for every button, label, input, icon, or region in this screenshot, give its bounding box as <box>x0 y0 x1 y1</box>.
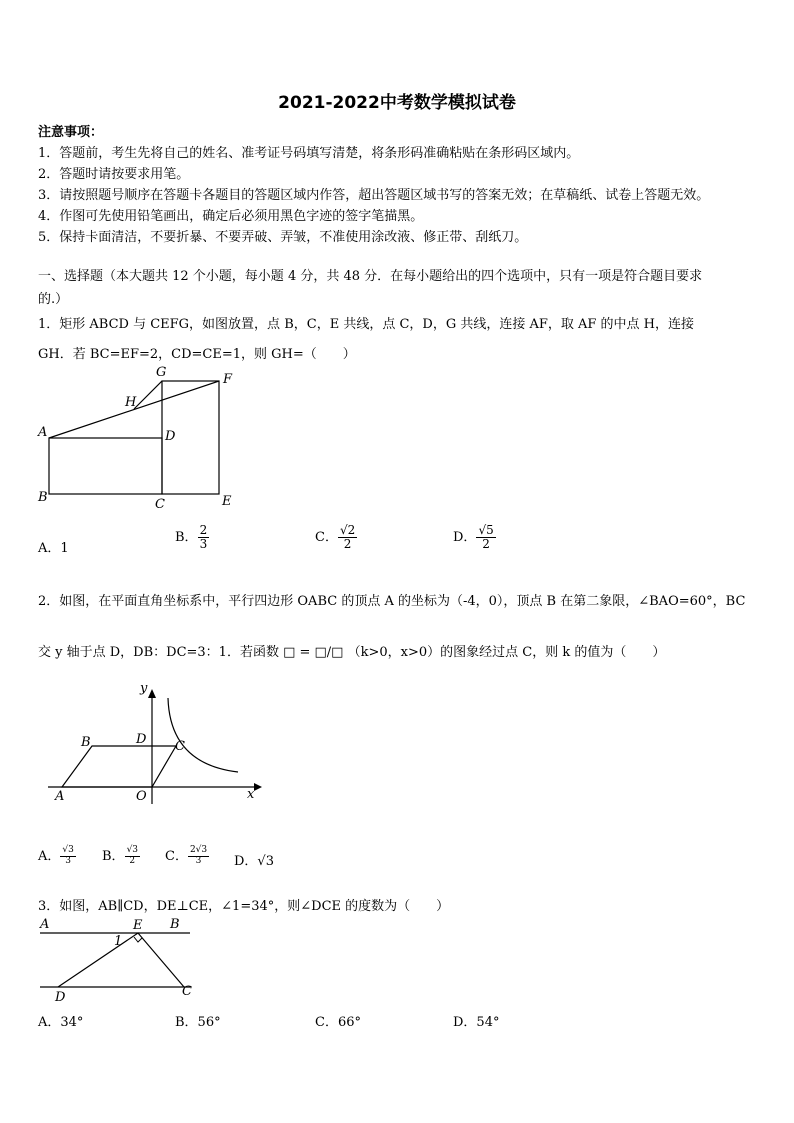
q3-option-c: C．66° <box>315 1015 361 1030</box>
label-f: F <box>223 372 233 387</box>
y-axis-arrow <box>148 689 156 698</box>
label-b: B <box>38 490 48 505</box>
q3-option-b: B．56° <box>175 1015 221 1030</box>
label-c: C <box>182 984 192 999</box>
q3-figure <box>34 913 199 1005</box>
q3-option-a: A．34° <box>38 1015 84 1030</box>
q1-option-a: A．1 <box>38 541 69 556</box>
q2-option-c: C． $\frac{2√3}{3}$ <box>165 845 208 866</box>
parallelogram-oabc <box>62 746 176 787</box>
q1-option-c: C． $\frac{√2}{2}$ <box>315 523 356 552</box>
label-a: A <box>40 917 50 932</box>
section-heading-cont: 的.） <box>38 292 69 307</box>
label-a: A <box>55 789 65 804</box>
q1-option-b: B． $\frac{2}{3}$ <box>175 523 208 552</box>
q1-figure <box>34 362 244 512</box>
label-o: O <box>136 789 147 804</box>
q2-figure <box>40 676 270 808</box>
hyperbola-curve <box>168 698 238 772</box>
notice-item: 3．请按照题号顺序在答题卡各题目的答题区域内作答，超出答题区域书写的答案无效；在草稿纸、试卷上答题无效。 <box>38 188 710 203</box>
label-d: D <box>136 732 147 747</box>
label-a: A <box>38 425 48 440</box>
right-angle-mark <box>134 937 142 942</box>
q1-option-d: D． $\frac{√5}{2}$ <box>453 523 494 552</box>
q3-option-d: D．54° <box>453 1015 500 1030</box>
label-d: D <box>165 429 176 444</box>
label-b: B <box>170 917 180 932</box>
q2-option-d: D．√3 <box>234 854 274 869</box>
q2-option-a: A． $\frac{√3}{3}$ <box>38 845 74 866</box>
notice-item: 5．保持卡面清洁，不要折暴、不要弄破、弄皱，不准使用涂改液、修正带、刮纸刀。 <box>38 230 528 245</box>
notice-heading: 注意事项： <box>38 125 104 140</box>
label-h: H <box>125 395 137 410</box>
notice-item: 1．答题前，考生先将自己的姓名、准考证号码填写清楚，将条形码准确粘贴在条形码区域内。 <box>38 146 580 161</box>
page-title: 2021-2022中考数学模拟试卷 <box>278 93 516 113</box>
q2-option-b: B． $\frac{√3}{2}$ <box>102 845 139 866</box>
label-c: C <box>175 739 185 754</box>
x-axis-arrow <box>254 783 262 791</box>
notice-item: 2．答题时请按要求用笔。 <box>38 167 190 182</box>
q1-stem: 1．矩形 ABCD 与 CEFG，如图放置，点 B，C，E 共线，点 C，D，G 共线，连接 AF，取 AF 的中点 H，连接 <box>38 317 695 332</box>
label-b: B <box>81 735 91 750</box>
label-c: C <box>155 497 165 512</box>
label-e: E <box>222 494 232 509</box>
notice-item: 4．作图可先使用铅笔画出，确定后必须用黑色字迹的签字笔描黑。 <box>38 209 424 224</box>
rect-abcd <box>49 438 162 494</box>
label-x: x <box>247 787 255 802</box>
label-angle-1: 1 <box>114 934 123 949</box>
section-heading: 一、选择题（本大题共 12 个小题，每小题 4 分，共 48 分．在每小题给出的四个选项中，只有一项是符合题目要求 <box>38 269 703 284</box>
q3-stem: 3．如图，AB∥CD，DE⊥CE，∠1=34°，则∠DCE 的度数为（ ） <box>38 899 450 914</box>
label-d: D <box>55 990 66 1005</box>
q2-stem: 2．如图，在平面直角坐标系中，平行四边形 OABC 的顶点 A 的坐标为（-4，0），顶点 B 在第二象限，∠BAO=60°，BC <box>38 594 746 609</box>
q2-stem-cont: 交 y 轴于点 D，DB：DC=3：1．若函数 □ = □/□ （k>0，x>0）的图象经过点 C，则 k 的值为（ ） <box>38 645 666 660</box>
label-y: y <box>140 681 148 696</box>
q1-stem-cont: GH．若 BC=EF=2，CD=CE=1，则 GH=（ ） <box>38 347 356 362</box>
label-g: G <box>156 365 167 380</box>
label-e: E <box>133 918 143 933</box>
